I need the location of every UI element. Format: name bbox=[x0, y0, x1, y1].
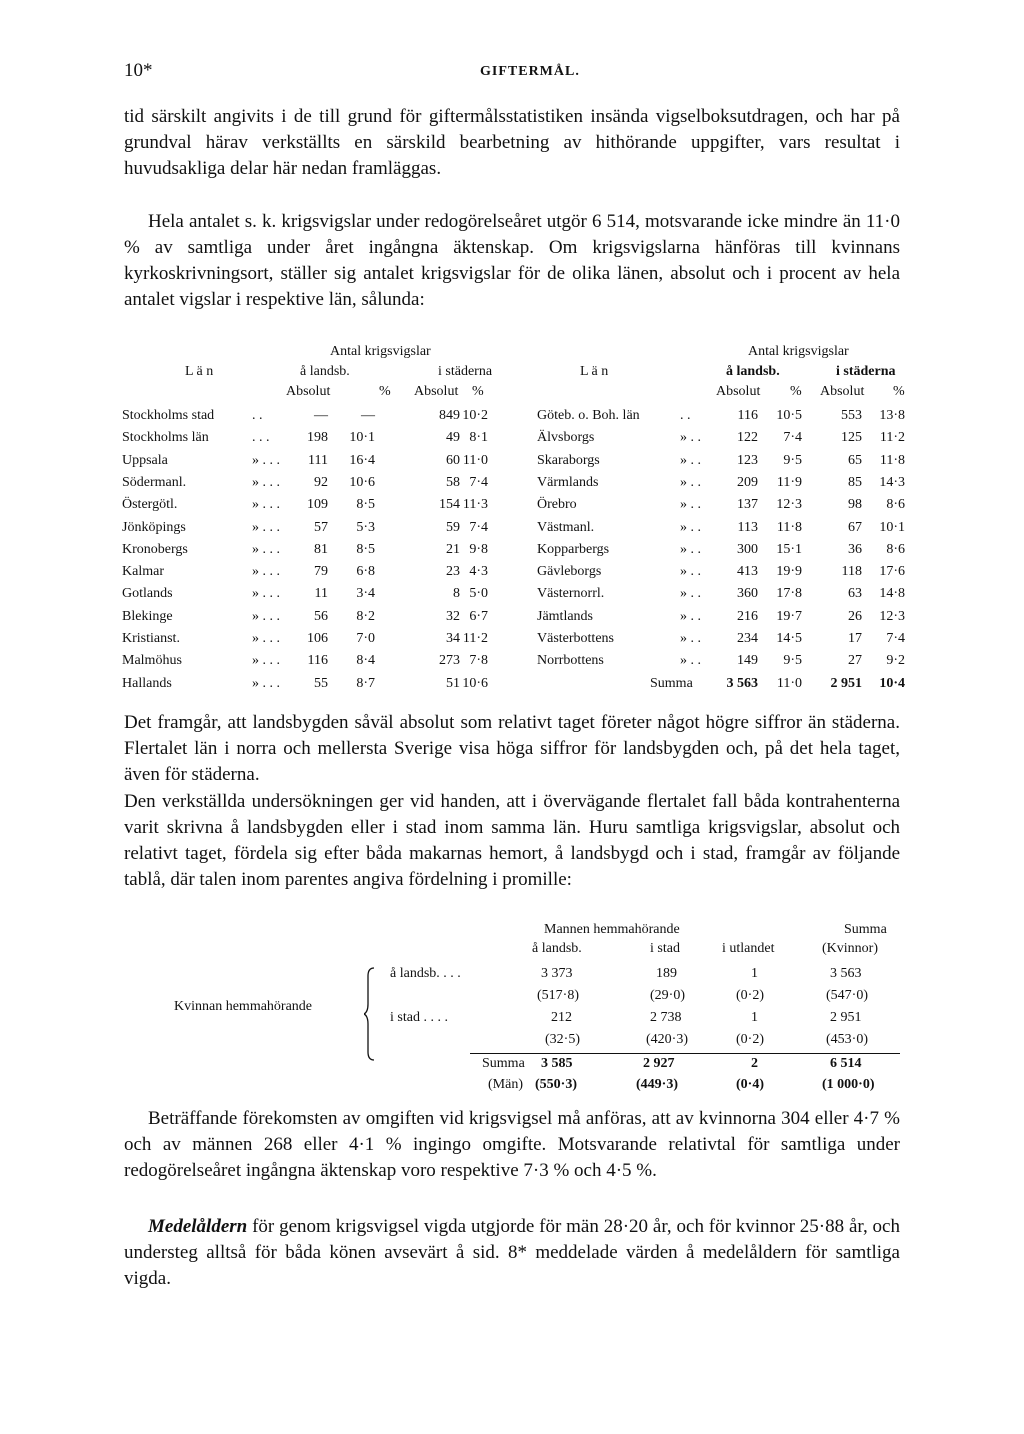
landsb-percent: 9·5 bbox=[783, 452, 802, 468]
paragraph-6-text: för genom krigsvigsel vigda utgjorde för män 28·20 år, och för kvinnor 25·88 år, och understeg alltså för båda könen avsevärt å sid. 8* meddelade värden å medelåldern för samtliga vigda. bbox=[124, 1216, 900, 1289]
medelaldern-emphasis: Medelåldern bbox=[148, 1216, 248, 1237]
landsb-absolut: 111 bbox=[308, 452, 328, 468]
landsb-absolut: 149 bbox=[737, 653, 758, 669]
paragraph-5: Beträffande förekomsten av omgiften vid krigsvigsel må anföras, att av kvinnorna 304 eller 4·7 % och av männen 268 eller 4·1 % ingingo omgifte. Motsvarande relativtal för samtliga under redogörelseåret ingångna äktenskap voro respektive 7·3 % och 4·5 %. bbox=[124, 1108, 900, 1181]
t2-cell: 2 951 bbox=[830, 1010, 862, 1025]
leader-dots: » . . bbox=[680, 586, 701, 602]
t2-utland-header: i utlandet bbox=[722, 941, 775, 956]
stad-absolut: 51 bbox=[446, 675, 460, 691]
t2-cell: (0·2) bbox=[736, 988, 764, 1003]
lan-name: Östergötl. bbox=[122, 497, 178, 513]
stad-absolut: 118 bbox=[841, 564, 862, 580]
stad-absolut: 58 bbox=[446, 474, 460, 490]
landsb-percent: 11·8 bbox=[776, 519, 802, 535]
lan-name: Hallands bbox=[122, 675, 172, 691]
paragraph-2: Hela antalet s. k. krigsvigslar under redogörelseåret utgör 6 514, motsvarande icke mindre än 11·0 % av samtliga under året ingångna äktenskap. Om krigsvigslarna hänföras till kvinnans kyrkoskrivningsort, ställer sig antalet krigsvigslar för de olika länen, absolut och i procent av hela antalet vigslar i respektive län, sålunda: bbox=[124, 211, 900, 310]
table1-subheader-2 bbox=[0, 384, 1024, 406]
pct-header-2: % bbox=[472, 384, 484, 399]
stad-percent: 11·8 bbox=[879, 452, 905, 468]
stad-absolut: 63 bbox=[848, 586, 862, 602]
t2-cell: (29·0) bbox=[650, 988, 685, 1003]
stad-percent: 11·2 bbox=[462, 631, 488, 646]
t2-row2-label: i stad . . . . bbox=[390, 1010, 448, 1025]
lan-header-left: L ä n bbox=[185, 364, 214, 379]
t2-cell: 1 bbox=[751, 1010, 758, 1025]
lan-name: Norrbottens bbox=[537, 653, 604, 669]
landsb-percent: — bbox=[361, 408, 375, 423]
landsb-absolut: 123 bbox=[737, 452, 758, 468]
landsb-absolut: 300 bbox=[737, 541, 758, 557]
paragraph-4: Den verkställda undersökningen ger vid handen, att i övervägande flertalet fall båda kontrahenterna varit skrivna å landsbygden eller i stad inom samma län. Huru samtliga krigsvigslar, absolut och relativt taget, fördela sig efter båda makarnas hemort, å landsbygd och i stad, framgår av följande tablå, där talen inom parentes angiva fördelning i promille: bbox=[124, 791, 900, 890]
leader-dots: . . . bbox=[252, 430, 270, 446]
sum-rule bbox=[470, 1053, 900, 1054]
landsb-absolut: 137 bbox=[737, 497, 758, 513]
stad-percent: 7·8 bbox=[469, 653, 488, 669]
t2-kvinnor-header: (Kvinnor) bbox=[822, 941, 878, 956]
stad-absolut: 8 bbox=[453, 586, 460, 602]
stad-absolut: 98 bbox=[848, 497, 862, 513]
t2-stad-header: i stad bbox=[650, 941, 680, 956]
lan-header-right: L ä n bbox=[580, 364, 609, 379]
leader-dots: » . . . bbox=[252, 586, 280, 602]
table-row bbox=[0, 475, 1024, 497]
paragraph-1: tid särskilt angivits i de till grund för giftermålsstatistiken insända vigselboksutdragen, och har på grundval härav verkställts en särskild bearbetning av hithörande uppgifter, vars resultat i huvudsakliga delar här nedan framläggas. bbox=[124, 106, 900, 179]
landsb-absolut: 79 bbox=[314, 564, 328, 580]
t2-row-summa bbox=[0, 1056, 1024, 1078]
lan-name: Gotlands bbox=[122, 586, 173, 602]
leader-dots: » . . bbox=[680, 452, 701, 468]
lan-name: Västernorrl. bbox=[537, 586, 605, 602]
t2-cell: (420·3) bbox=[646, 1032, 688, 1047]
table-row bbox=[0, 586, 1024, 608]
stad-percent: 10·1 bbox=[879, 519, 905, 535]
pct-header-4: % bbox=[893, 384, 905, 399]
leader-dots: » . . . bbox=[252, 631, 280, 646]
landsb-percent: 3·4 bbox=[356, 586, 375, 602]
stad-absolut: 154 bbox=[439, 497, 460, 513]
t2-cell: (449·3) bbox=[636, 1077, 678, 1092]
landsb-absolut: 216 bbox=[737, 608, 758, 624]
t2-row1-label: å landsb. . . . bbox=[390, 966, 461, 981]
stad-absolut: 21 bbox=[446, 541, 460, 557]
total-landsb-percent: 11·0 bbox=[776, 675, 802, 691]
landsb-header-left: å landsb. bbox=[300, 364, 350, 379]
stad-absolut: 59 bbox=[446, 519, 460, 535]
stad-absolut: 32 bbox=[446, 608, 460, 624]
t2-cell: 2 bbox=[751, 1056, 758, 1071]
lan-name: Gävleborgs bbox=[537, 564, 602, 580]
stad-absolut: 27 bbox=[848, 653, 862, 669]
landsb-absolut: 360 bbox=[737, 586, 758, 602]
t2-summa-label: Summa bbox=[482, 1056, 525, 1071]
leader-dots: » . . bbox=[680, 541, 701, 557]
t2-cell: (0·2) bbox=[736, 1032, 764, 1047]
leader-dots: » . . bbox=[680, 497, 701, 513]
landsb-absolut: 113 bbox=[737, 519, 758, 535]
lan-name: Kronobergs bbox=[122, 541, 188, 557]
stad-percent: 7·4 bbox=[469, 474, 488, 490]
stad-percent: 7·4 bbox=[469, 519, 488, 535]
stad-percent: 9·8 bbox=[469, 541, 488, 557]
leader-dots: » . . bbox=[680, 519, 701, 535]
leader-dots: . . bbox=[252, 408, 263, 423]
landsb-percent: 10·5 bbox=[776, 408, 802, 423]
table-row bbox=[0, 430, 1024, 452]
stad-percent: 4·3 bbox=[469, 564, 488, 580]
hemort-distribution-table bbox=[0, 922, 1024, 1092]
stad-absolut: 65 bbox=[848, 452, 862, 468]
lan-name: Jönköpings bbox=[122, 519, 186, 535]
landsb-absolut: 116 bbox=[737, 408, 758, 423]
stad-header-left: i städerna bbox=[438, 364, 493, 379]
landsb-absolut: 56 bbox=[314, 608, 328, 624]
stad-percent: 11·3 bbox=[462, 497, 488, 513]
mannen-header: Mannen hemmahörande bbox=[544, 922, 680, 937]
lan-name: Skaraborgs bbox=[537, 452, 600, 468]
stad-percent: 13·8 bbox=[879, 408, 905, 423]
landsb-absolut: 55 bbox=[314, 675, 328, 691]
landsb-header-right: å landsb. bbox=[726, 364, 780, 379]
landsb-absolut: 209 bbox=[737, 474, 758, 490]
landsb-absolut: 57 bbox=[314, 519, 328, 535]
stad-absolut: 60 bbox=[446, 452, 460, 468]
lan-name: Uppsala bbox=[122, 452, 168, 468]
landsb-percent: 7·0 bbox=[356, 631, 375, 646]
landsb-percent: 12·3 bbox=[776, 497, 802, 513]
leader-dots: » . . bbox=[680, 631, 701, 646]
t2-cell: (550·3) bbox=[535, 1077, 577, 1092]
table-row bbox=[0, 408, 1024, 430]
stad-absolut: 49 bbox=[446, 430, 460, 446]
table-row bbox=[0, 542, 1024, 564]
pct-header-1: % bbox=[379, 384, 391, 399]
t2-cell: (517·8) bbox=[537, 988, 579, 1003]
stad-absolut: 17 bbox=[848, 631, 862, 646]
stad-percent: 8·6 bbox=[886, 541, 905, 557]
stad-header-right: i städerna bbox=[836, 364, 896, 379]
table-row bbox=[0, 520, 1024, 542]
t2-cell: 212 bbox=[551, 1010, 572, 1025]
abs-header-4: Absolut bbox=[820, 384, 865, 399]
stad-absolut: 553 bbox=[841, 408, 862, 423]
lan-name: Södermanl. bbox=[122, 474, 187, 490]
landsb-absolut: 81 bbox=[314, 541, 328, 557]
leader-dots: » . . bbox=[680, 430, 701, 446]
summa-label: Summa bbox=[650, 675, 693, 691]
landsb-percent: 15·1 bbox=[776, 541, 802, 557]
total-stad-percent: 10·4 bbox=[879, 675, 905, 691]
t2-cell: (1 000·0) bbox=[822, 1077, 875, 1092]
lan-name: Västerbottens bbox=[537, 631, 614, 646]
stad-percent: 6·7 bbox=[469, 608, 488, 624]
stad-percent: 10·2 bbox=[462, 408, 488, 423]
stad-percent: 14·3 bbox=[879, 474, 905, 490]
stad-absolut: 36 bbox=[848, 541, 862, 557]
stad-absolut: 273 bbox=[439, 653, 460, 669]
stad-absolut: 85 bbox=[848, 474, 862, 490]
t2-cell: (0·4) bbox=[736, 1077, 764, 1092]
t2-cell: 6 514 bbox=[830, 1056, 862, 1071]
stad-percent: 10·6 bbox=[462, 675, 488, 691]
landsb-absolut: 122 bbox=[737, 430, 758, 446]
stad-percent: 17·6 bbox=[879, 564, 905, 580]
t2-cell: (32·5) bbox=[545, 1032, 580, 1047]
group-header-left: Antal krigsvigslar bbox=[330, 344, 431, 359]
stad-percent: 9·2 bbox=[886, 653, 905, 669]
landsb-percent: 8·5 bbox=[356, 497, 375, 513]
leader-dots: » . . . bbox=[252, 497, 280, 513]
table1-group-header bbox=[0, 344, 1024, 366]
stad-absolut: 26 bbox=[848, 608, 862, 624]
lan-name: Göteb. o. Boh. län bbox=[537, 408, 640, 423]
lan-name: Kalmar bbox=[122, 564, 164, 580]
stad-absolut: 849 bbox=[439, 408, 460, 423]
leader-dots: » . . . bbox=[252, 653, 280, 669]
t2-cell: 3 373 bbox=[541, 966, 573, 981]
leader-dots: » . . . bbox=[252, 675, 280, 691]
t2-row-man bbox=[0, 1077, 1024, 1099]
t2-cell: (547·0) bbox=[826, 988, 868, 1003]
stad-percent: 8·6 bbox=[886, 497, 905, 513]
landsb-percent: 9·5 bbox=[783, 653, 802, 669]
leader-dots: » . . bbox=[680, 564, 701, 580]
leader-dots: » . . bbox=[680, 653, 701, 669]
stad-absolut: 125 bbox=[841, 430, 862, 446]
leader-dots: » . . bbox=[680, 474, 701, 490]
t2-cell: 3 585 bbox=[541, 1056, 573, 1071]
landsb-percent: 19·7 bbox=[776, 608, 802, 624]
lan-name: Jämtlands bbox=[537, 608, 593, 624]
landsb-percent: 19·9 bbox=[776, 564, 802, 580]
landsb-percent: 8·7 bbox=[356, 675, 375, 691]
kvinnan-label: Kvinnan hemmahörande bbox=[174, 999, 313, 1014]
landsb-percent: 8·2 bbox=[356, 608, 375, 624]
t2-cell: 2 738 bbox=[650, 1010, 682, 1025]
t2-cell: 1 bbox=[751, 966, 758, 981]
stad-absolut: 34 bbox=[446, 631, 460, 646]
table-row bbox=[0, 564, 1024, 586]
stad-percent: 7·4 bbox=[886, 631, 905, 646]
lan-name: Kopparbergs bbox=[537, 541, 610, 557]
landsb-absolut: 234 bbox=[737, 631, 758, 646]
table-row bbox=[0, 453, 1024, 475]
lan-name: Malmöhus bbox=[122, 653, 182, 669]
stad-percent: 8·1 bbox=[469, 430, 488, 446]
table1-subheader bbox=[0, 364, 1024, 386]
stad-absolut: 67 bbox=[848, 519, 862, 535]
t2-cell: 2 927 bbox=[643, 1056, 675, 1071]
landsb-absolut: 109 bbox=[307, 497, 328, 513]
lan-name: Blekinge bbox=[122, 608, 173, 624]
t2-row-stad bbox=[0, 1010, 1024, 1032]
t2-cell: (453·0) bbox=[826, 1032, 868, 1047]
landsb-percent: 10·6 bbox=[349, 474, 375, 490]
stad-percent: 5·0 bbox=[469, 586, 488, 602]
t2-man-label: (Män) bbox=[488, 1077, 523, 1092]
t2-landsb-header: å landsb. bbox=[532, 941, 582, 956]
running-title: GIFTERMÅL. bbox=[480, 64, 580, 79]
abs-header-2: Absolut bbox=[414, 384, 459, 399]
landsb-percent: 5·3 bbox=[356, 519, 375, 535]
abs-header-1: Absolut bbox=[286, 384, 331, 399]
landsb-percent: 17·8 bbox=[776, 586, 802, 602]
krigsvigslar-by-lan-table bbox=[0, 344, 1024, 694]
total-stad-absolut: 2 951 bbox=[830, 675, 862, 691]
landsb-percent: 16·4 bbox=[349, 452, 375, 468]
paragraph-6 bbox=[124, 1214, 900, 1292]
landsb-percent: 11·9 bbox=[776, 474, 802, 490]
leader-dots: » . . . bbox=[252, 474, 280, 490]
landsb-percent: 8·5 bbox=[356, 541, 375, 557]
table-row-summa bbox=[0, 676, 1024, 698]
stad-percent: 14·8 bbox=[879, 586, 905, 602]
lan-name: Stockholms stad bbox=[122, 408, 215, 423]
stad-absolut: 23 bbox=[446, 564, 460, 580]
lan-name: Stockholms län bbox=[122, 430, 209, 446]
landsb-absolut: 11 bbox=[314, 586, 328, 602]
lan-name: Västmanl. bbox=[537, 519, 595, 535]
paragraph-3: Det framgår, att landsbygden såväl absolut som relativt taget företer något högre siffror än städerna. Flertalet län i norra och mellersta Sverige visa höga siffror för landsbygden och, på det hela taget, även för städerna. bbox=[124, 712, 900, 785]
landsb-percent: 14·5 bbox=[776, 631, 802, 646]
leader-dots: » . . . bbox=[252, 452, 280, 468]
landsb-absolut: 116 bbox=[307, 653, 328, 669]
landsb-percent: 10·1 bbox=[349, 430, 375, 446]
leader-dots: » . . . bbox=[252, 608, 280, 624]
landsb-absolut: — bbox=[314, 408, 328, 423]
landsb-percent: 8·4 bbox=[356, 653, 375, 669]
summa-header: Summa bbox=[844, 922, 887, 937]
landsb-absolut: 106 bbox=[307, 631, 328, 646]
pct-header-3: % bbox=[790, 384, 802, 399]
stad-percent: 12·3 bbox=[879, 608, 905, 624]
stad-percent: 11·0 bbox=[462, 452, 488, 468]
landsb-percent: 7·4 bbox=[783, 430, 802, 446]
lan-name: Älvsborgs bbox=[537, 430, 595, 446]
table-row bbox=[0, 609, 1024, 631]
landsb-absolut: 413 bbox=[737, 564, 758, 580]
lan-name: Värmlands bbox=[537, 474, 599, 490]
lan-name: Kristianst. bbox=[122, 631, 180, 646]
leader-dots: » . . bbox=[680, 608, 701, 624]
stad-percent: 11·2 bbox=[879, 430, 905, 446]
leader-dots: » . . . bbox=[252, 541, 280, 557]
t2-cell: 3 563 bbox=[830, 966, 862, 981]
abs-header-3: Absolut bbox=[716, 384, 761, 399]
lan-name: Örebro bbox=[537, 497, 577, 513]
landsb-absolut: 198 bbox=[307, 430, 328, 446]
leader-dots: » . . . bbox=[252, 519, 280, 535]
t2-row-landsb bbox=[0, 966, 1024, 988]
t2-cell: 189 bbox=[656, 966, 677, 981]
landsb-absolut: 92 bbox=[314, 474, 328, 490]
table-row bbox=[0, 497, 1024, 519]
leader-dots: . . bbox=[680, 408, 691, 423]
landsb-percent: 6·8 bbox=[356, 564, 375, 580]
page-header bbox=[0, 60, 1024, 86]
page-number: 10* bbox=[124, 60, 153, 81]
leader-dots: » . . . bbox=[252, 564, 280, 580]
total-landsb-absolut: 3 563 bbox=[726, 675, 758, 691]
group-header-right: Antal krigsvigslar bbox=[748, 344, 849, 359]
table-row bbox=[0, 653, 1024, 675]
table-row bbox=[0, 631, 1024, 653]
